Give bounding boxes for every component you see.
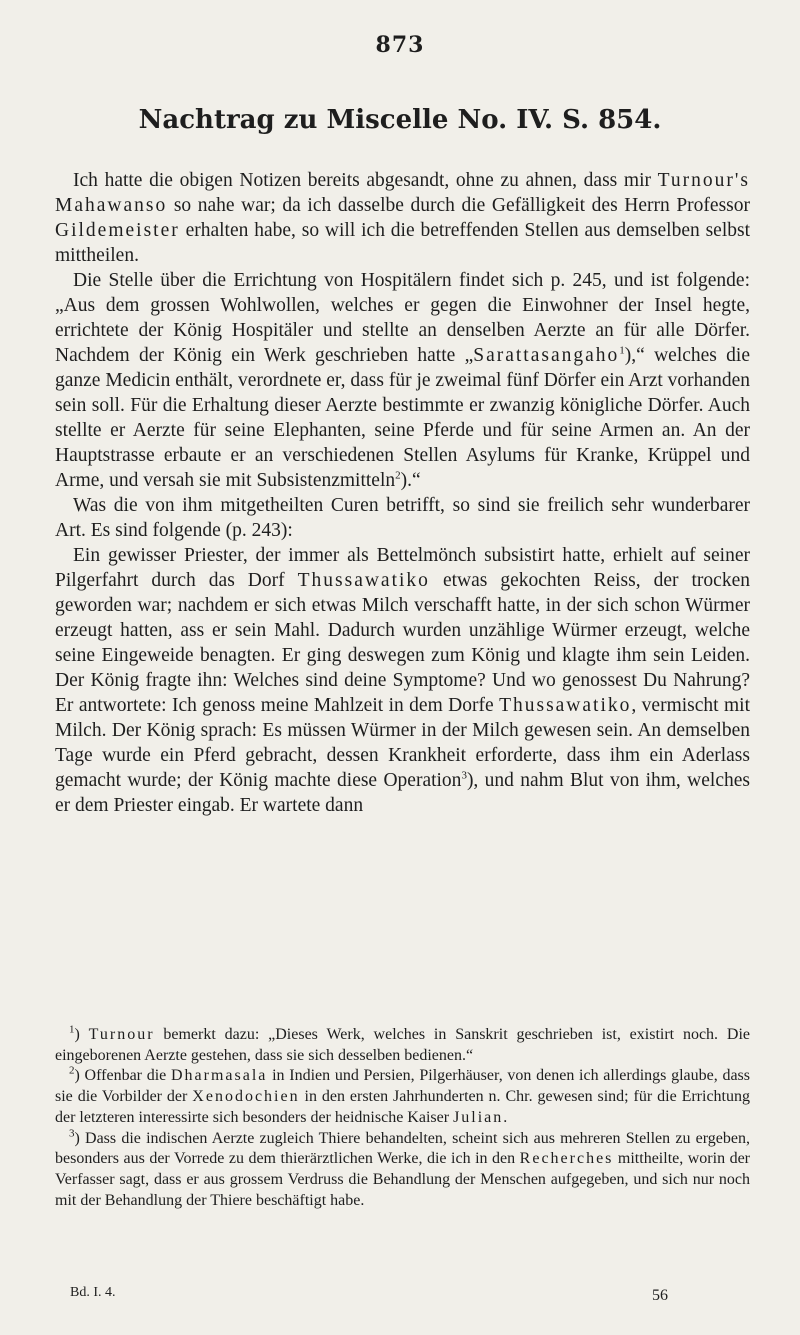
- footnote-ref: 3: [461, 769, 467, 782]
- name-turnour-mahawanso: Turnour's Mahawanso: [55, 170, 750, 216]
- name-julian: Julian: [453, 1108, 504, 1126]
- name-gildemeister: Gildemeister: [55, 220, 180, 241]
- name-thussawatiko: Thussawatiko: [297, 570, 430, 591]
- paragraph: Ein gewisser Priester, der immer als Bettelmönch subsistirt hatte, erhielt auf seiner Pilgerfahrt durch das Dorf Thussawatiko etwas gekochten Reiss, der trocken geworden war; nachdem er sich etwas Milch verschafft hatte, in der sich schon Würmer erzeugt hatten, ass er sein Mahl. Dadurch wurden unzählige Würmer erzeugt, welche seine Eingeweide benagten. Er ging deswegen zum König und klagte ihm sein Leiden. Der König fragte ihn: Welches sind deine Symptome? Und wo genossest Du Nahrung? Er antwortete: Ich genoss meine Mahlzeit in dem Dorfe Thussawatiko, vermischt mit Milch. Der König sprach: Es müssen Würmer in der Milch gewesen sein. An demselben Tage wurde ein Pferd gebracht, dessen Krankheit erforderte, dass ihm ein Aderlass gemacht wurde; der König machte diese Operation$^3$), und nahm Blut von ihm, welches er dem Priester eingab. Er wartete dann: [55, 545, 751, 816]
- name-xenodochien: Xenodochien: [192, 1088, 300, 1106]
- page-number: 873: [375, 32, 425, 58]
- name-turnour: Turnour: [88, 1026, 155, 1043]
- footnote: $^1$) Turnour bemerkt dazu: „Dieses Werk, welches in Sanskrit geschrieben ist, existirt noch. Die eingeborenen Aerzte gestehen, dass sie sich desselben bedienen.“: [55, 1023, 751, 1064]
- footnote-ref: 1: [619, 344, 625, 357]
- section-title: Nachtrag zu Miscelle No. IV. S. 854.: [138, 105, 662, 135]
- name-recherches: Recherches: [519, 1150, 614, 1168]
- sheet-number: 56: [652, 1287, 668, 1304]
- footnote-marker: 1: [69, 1023, 75, 1036]
- name-thussawatiko: Thussawatiko: [499, 695, 632, 716]
- name-dharmasala: Dharmasala: [170, 1067, 268, 1085]
- footnote-ref: 2: [395, 469, 401, 482]
- footnote: $^2$) Offenbar die Dharmasala in Indien und Persien, Pilgerhäuser, von denen ich allerdings glaube, dass sie die Vorbilder der Xenodochien in den ersten Jahrhunderten n. Chr. gewesen sind; für die Errichtung der letzteren interessirte sich besonders der heidnische Kaiser Julian.: [55, 1065, 751, 1126]
- footnote-marker: 2: [69, 1065, 75, 1078]
- footnote-marker: 3: [69, 1127, 75, 1140]
- footnotes: [55, 1025, 750, 1211]
- printer-signature: Bd. I. 4.: [70, 1285, 116, 1300]
- body-text: [55, 168, 750, 818]
- paragraph: Was die von ihm mitgetheilten Curen betrifft, so sind sie freilich sehr wunderbarer Art. Es sind folgende (p. 243):: [55, 495, 750, 541]
- name-sarattasangaho: Sarattasangaho: [473, 345, 620, 366]
- footnote: $^3$) Dass die indischen Aerzte zugleich Thiere behandelten, scheint sich aus mehreren Stellen zu ergeben, besonders aus der Vorrede zu dem thierärztlichen Werke, die ich in den Recherches mittheilte, worin der Verfasser sagt, dass er aus grossem Verdruss die Behandlung der Menschen aufgegeben, und sich nur noch mit der Behandlung der Thiere beschäftigt habe.: [55, 1127, 751, 1209]
- paragraph: Ich hatte die obigen Notizen bereits abgesandt, ohne zu ahnen, dass mir Turnour's Mahawanso so nahe war; da ich dasselbe durch die Gefälligkeit des Herrn Professor Gildemeister erhalten habe, so will ich die betreffenden Stellen aus demselben selbst mittheilen.: [55, 170, 750, 266]
- paragraph: Die Stelle über die Errichtung von Hospitälern findet sich p. 245, und ist folgende: „Aus dem grossen Wohlwollen, welches er gegen die Einwohner der Insel hegte, errichtete der König Hospitäler und stellte an denselben Aerzte an für alle Dörfer. Nachdem der König ein Werk geschrieben hatte „Sarattasangaho$^1$),“ welches die ganze Medicin enthält, verordnete er, dass für je zweimal fünf Dörfer ein Arzt vorhanden sein soll. Für die Erhaltung dieser Aerzte bestimmte er zwanzig königliche Dörfer. Auch stellte er Aerzte für seine Elephanten, seine Pferde und für seine Armen an. An der Hauptstrasse erbaute er an verschiedenen Stellen Asylums für Kranke, Krüppel und Arme, und versah sie mit Subsistenzmitteln$^2$).“: [55, 270, 750, 491]
